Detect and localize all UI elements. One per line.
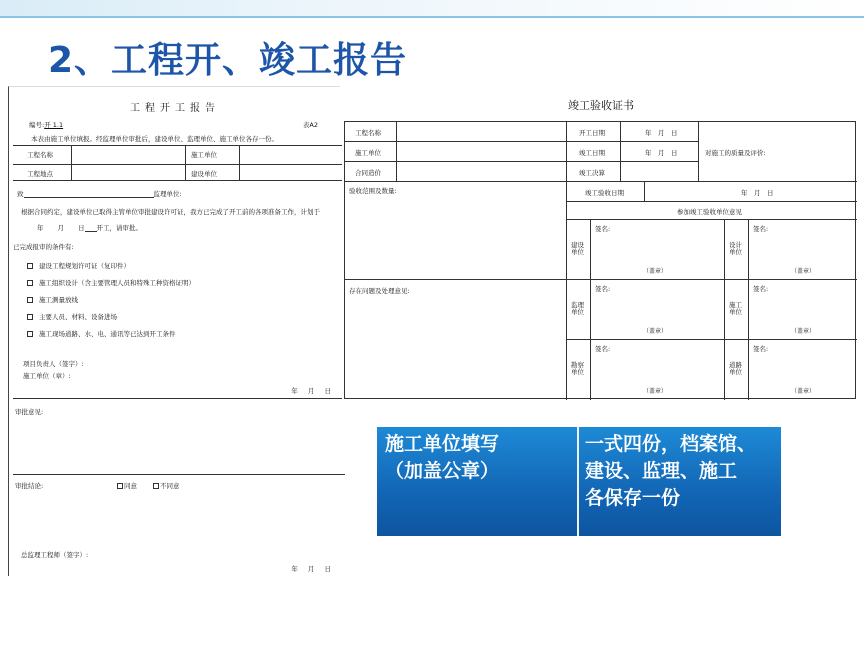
- disagree-label: 不同意: [160, 482, 180, 490]
- condition-label: 施工现场道路、水、电、通讯等已达到开工条件: [39, 330, 176, 338]
- info-line: 一式四份，档案馆、: [585, 433, 757, 455]
- cell: [621, 162, 699, 182]
- quality-cell: [699, 122, 857, 182]
- month-label: 月: [57, 224, 64, 232]
- cell: [567, 142, 621, 162]
- contractor-label: 施工单位: [191, 151, 217, 159]
- seal-label: （盖章）: [791, 268, 816, 275]
- unit-label-cell: [725, 220, 749, 280]
- condition-label: 建设工程规划许可证（复印件）: [39, 262, 130, 270]
- completion-date-label: 竣工日期: [579, 149, 605, 157]
- sign-label: 签名:: [753, 285, 769, 293]
- acceptance-date-value: 年 月 日: [741, 189, 774, 197]
- start-date-value: 年 月 日: [645, 129, 678, 137]
- unit-label-cell: [567, 220, 591, 280]
- sign-cell: [749, 220, 857, 280]
- issues-label: 存在问题及处理意见:: [349, 287, 410, 295]
- day-label: 日: [78, 224, 85, 232]
- seal-label: （盖章）: [643, 328, 668, 335]
- form-code: 表A2: [302, 121, 318, 129]
- form-note: 本表由施工单位填报。经监理单位审批后，建设单位、监理单位、施工单位各存一份。: [31, 135, 278, 143]
- owner-label: 建设单位: [191, 170, 217, 178]
- grid-row: [13, 146, 345, 164]
- body-text: 根据合同约定，建设单位已取得主管单位审批建设许可证，我方已完成了开工前的各项准备工作，计划于: [21, 208, 320, 216]
- year-label: 年: [37, 224, 44, 232]
- condition-label: 施工组织设计（含主要管理人员和特殊工种资格证明）: [39, 279, 195, 287]
- certificate-title: 竣工验收证书: [568, 99, 634, 112]
- info-left-text: [385, 431, 575, 485]
- info-line: 各保存一份: [585, 487, 681, 509]
- report-number: [29, 120, 63, 129]
- info-box: [377, 427, 781, 536]
- unit-label-cell: [725, 280, 749, 340]
- review-opinion-section: [13, 398, 345, 474]
- construction-unit-label: 施工单位: [729, 301, 742, 316]
- agree-checkbox[interactable]: [117, 483, 123, 489]
- condition-item[interactable]: [27, 278, 195, 287]
- cell: [567, 162, 621, 182]
- agree-label: 同意: [124, 482, 137, 490]
- start-date-label: 开工日期: [579, 129, 605, 137]
- seal-label: （盖章）: [791, 388, 816, 395]
- seal-label: （盖章）: [643, 268, 668, 275]
- settlement-label: 竣工决算: [579, 169, 605, 177]
- review-opinion-label: 审批意见:: [15, 408, 44, 416]
- checkbox[interactable]: [27, 263, 33, 269]
- sign-label: 签名:: [595, 345, 611, 353]
- contract-price-label: 合同造价: [355, 169, 381, 177]
- sign-label: 签名:: [595, 285, 611, 293]
- grid-row: [13, 164, 345, 182]
- info-line: （加盖公章）: [385, 460, 500, 482]
- start-date-line: [37, 223, 142, 232]
- completion-certificate: [342, 86, 860, 402]
- cell: [621, 142, 699, 162]
- project-name-label: 工程名称: [27, 151, 53, 159]
- road-unit-label: 道路单位: [729, 361, 742, 376]
- supervisor-unit-label: 监理单位: [571, 301, 584, 316]
- sign-cell: [591, 220, 725, 280]
- review-conclusion-label: 审批结论:: [15, 482, 44, 490]
- survey-unit-label: 勘察单位: [571, 361, 584, 376]
- sign-cell: [591, 340, 725, 400]
- cell: [397, 162, 567, 182]
- disagree-checkbox[interactable]: [153, 483, 159, 489]
- quality-eval-label: 对施工的质量及评价:: [705, 149, 766, 157]
- to-suffix: 监理单位:: [153, 190, 182, 198]
- disagree-option[interactable]: [153, 481, 180, 490]
- unit-label-cell: [567, 340, 591, 400]
- project-name-label: 工程名称: [355, 129, 381, 137]
- cell: [621, 122, 699, 142]
- checkbox[interactable]: [27, 314, 33, 320]
- participants-label: 参加竣工验收单位意见: [677, 208, 742, 216]
- checkbox[interactable]: [27, 280, 33, 286]
- condition-item[interactable]: [27, 312, 117, 321]
- cell: [397, 142, 567, 162]
- sign-label: 签名:: [595, 225, 611, 233]
- condition-item[interactable]: [27, 329, 176, 338]
- cell: [345, 122, 397, 142]
- agree-option[interactable]: [117, 481, 137, 490]
- project-info-grid: [13, 145, 345, 181]
- checkbox[interactable]: [27, 331, 33, 337]
- checkbox[interactable]: [27, 297, 33, 303]
- scope-cell: [345, 182, 567, 280]
- report-number-value: 开 1.1: [44, 121, 64, 129]
- issues-cell: [345, 280, 567, 400]
- pm-sign-label: 项目负责人（签字）:: [23, 360, 84, 368]
- seal-label: （盖章）: [791, 328, 816, 335]
- info-right-text: [585, 431, 779, 512]
- start-request: 开工，请审批。: [96, 224, 142, 232]
- report-body: [13, 181, 345, 398]
- completion-date-value: 年 月 日: [645, 149, 678, 157]
- cell: [345, 162, 397, 182]
- grid-divider: [185, 146, 186, 180]
- contractor-seal-label: 施工单位（章）:: [23, 372, 71, 380]
- seal-label: （盖章）: [643, 388, 668, 395]
- cell: [645, 182, 857, 202]
- cell: [567, 202, 857, 220]
- grid-divider: [239, 146, 240, 180]
- contractor-label: 施工单位: [355, 149, 381, 157]
- info-line: 施工单位填写: [385, 433, 500, 455]
- condition-label: 施工测量放线: [39, 296, 78, 304]
- location-label: 工程地点: [27, 170, 53, 178]
- certificate-table: [344, 121, 856, 399]
- info-line: 建设、监理、施工: [585, 460, 738, 482]
- scope-label: 验收范围及数量:: [349, 187, 397, 195]
- grid-divider: [71, 146, 72, 180]
- condition-item[interactable]: [27, 261, 130, 270]
- addressee: [17, 189, 182, 198]
- cell: [567, 182, 645, 202]
- owner-unit-label: 建设单位: [571, 241, 584, 256]
- unit-label-cell: [567, 280, 591, 340]
- design-unit-label: 设计单位: [729, 241, 742, 256]
- unit-label-cell: [725, 340, 749, 400]
- cell: [397, 122, 567, 142]
- acceptance-date-label: 竣工验收日期: [585, 189, 624, 197]
- report-date: 年 月 日: [291, 387, 331, 395]
- sign-cell: [749, 340, 857, 400]
- to-prefix: 致: [17, 190, 24, 198]
- start-report-form: [8, 86, 340, 576]
- info-divider: [577, 427, 579, 536]
- report-number-label: 编号:: [29, 121, 45, 129]
- review-conclusion-section: [13, 474, 345, 577]
- sign-cell: [591, 280, 725, 340]
- chief-sign-label: 总监理工程师（签字）:: [21, 551, 89, 559]
- sign-label: 签名:: [753, 345, 769, 353]
- conditions-heading: 已完成报审的条件有:: [13, 243, 74, 251]
- condition-label: 主要人员、材料、设备进场: [39, 313, 117, 321]
- start-report-title: 工程开工报告: [130, 103, 220, 114]
- conclusion-date: 年 月 日: [291, 565, 331, 573]
- sign-cell: [749, 280, 857, 340]
- slide-title: 2、工程开、竣工报告: [48, 40, 408, 81]
- top-banner: [0, 0, 864, 18]
- sign-label: 签名:: [753, 225, 769, 233]
- cell: [345, 142, 397, 162]
- condition-item[interactable]: [27, 295, 78, 304]
- cell: [567, 122, 621, 142]
